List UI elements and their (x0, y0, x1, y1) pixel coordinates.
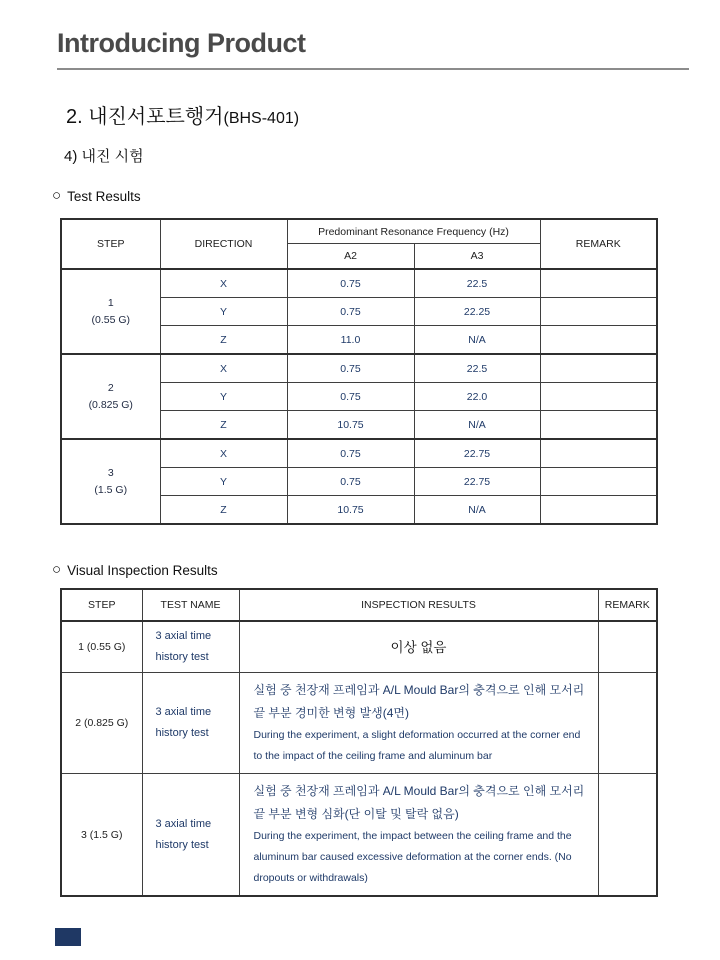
column-header-test-name: TEST NAME (142, 589, 239, 621)
direction-cell: Y (160, 468, 287, 496)
inspection-result-cell (239, 774, 598, 897)
step-g-level: (0.55 G) (91, 313, 130, 326)
result-korean-text: 실험 중 천장재 프레임과 A/L Mould Bar의 충격으로 인해 모서리 끝 부분 경미한 변형 발생(4면) (253, 683, 585, 720)
title-underline (57, 68, 689, 70)
column-header-a2: A2 (287, 244, 414, 270)
remark-cell (540, 439, 657, 468)
section-heading-label: Test Results (67, 189, 141, 204)
a2-value-cell: 10.75 (287, 496, 414, 525)
a3-value-cell: 22.5 (414, 354, 540, 383)
step-cell: 3 (1.5 G) (61, 774, 142, 897)
remark-cell (540, 383, 657, 411)
result-korean-text: 이상 없음 (390, 639, 447, 655)
a3-value-cell: 22.75 (414, 439, 540, 468)
remark-cell (540, 326, 657, 355)
section-heading-label: Visual Inspection Results (67, 563, 218, 578)
direction-cell: Z (160, 326, 287, 355)
remark-cell (540, 298, 657, 326)
test-name-cell: 3 axial time history test (142, 673, 239, 774)
a3-value-cell: N/A (414, 411, 540, 440)
a3-value-cell: 22.5 (414, 269, 540, 298)
page-title: Introducing Product (57, 28, 306, 58)
a3-value-cell: 22.75 (414, 468, 540, 496)
remark-cell (540, 468, 657, 496)
section-heading-visual-inspection (52, 563, 218, 578)
inspection-result-cell (239, 621, 598, 673)
a2-value-cell: 0.75 (287, 439, 414, 468)
column-header-step: STEP (61, 589, 142, 621)
remark-cell (540, 354, 657, 383)
remark-cell (540, 411, 657, 440)
step-g-level: (0.825 G) (88, 398, 133, 411)
direction-cell: X (160, 269, 287, 298)
a2-value-cell: 0.75 (287, 468, 414, 496)
column-header-step: STEP (61, 219, 160, 269)
a2-value-cell: 0.75 (287, 269, 414, 298)
step-number: 3 (107, 466, 114, 479)
remark-cell (540, 496, 657, 525)
column-header-inspection-results: INSPECTION RESULTS (239, 589, 598, 621)
a3-value-cell: N/A (414, 326, 540, 355)
a3-value-cell: 22.25 (414, 298, 540, 326)
a2-value-cell: 0.75 (287, 383, 414, 411)
result-english-text: During the experiment, a slight deformation occurred at the corner end to the impact of the ceiling frame and aluminum bar (253, 729, 581, 762)
column-header-remark: REMARK (540, 219, 657, 269)
test-results-table (60, 218, 658, 525)
direction-cell: Y (160, 298, 287, 326)
section-heading-test-results (52, 189, 141, 204)
inspection-result-cell (239, 673, 598, 774)
remark-cell (540, 269, 657, 298)
product-model-code: (BHS-401) (223, 110, 300, 127)
step-cell (61, 269, 160, 354)
column-header-direction: DIRECTION (160, 219, 287, 269)
visual-inspection-table (60, 588, 658, 897)
footer-accent-bar (55, 928, 81, 946)
a3-value-cell: 22.0 (414, 383, 540, 411)
result-korean-text: 실험 중 천장재 프레임과 A/L Mould Bar의 충격으로 인해 모서리 끝 부분 변형 심화(단 이탈 및 탈락 없음) (253, 784, 585, 821)
direction-cell: Z (160, 411, 287, 440)
column-header-frequency-group: Predominant Resonance Frequency (Hz) (287, 219, 540, 244)
result-english-text: During the experiment, the impact between the ceiling frame and the aluminum bar caused excessive deformation at the corner ends. (No dropouts or withdrawals) (253, 830, 572, 884)
a2-value-cell: 0.75 (287, 298, 414, 326)
a2-value-cell: 10.75 (287, 411, 414, 440)
product-subtitle-korean: 2. 내진서포트행거 (66, 106, 224, 128)
column-header-a3: A3 (414, 244, 540, 270)
remark-cell (598, 673, 657, 774)
test-name-cell: 3 axial time history test (142, 621, 239, 673)
step-cell: 2 (0.825 G) (61, 673, 142, 774)
step-number: 2 (107, 381, 114, 394)
step-cell (61, 439, 160, 524)
a2-value-cell: 11.0 (287, 326, 414, 355)
step-cell (61, 354, 160, 439)
step-cell: 1 (0.55 G) (61, 621, 142, 673)
circle-bullet-icon: ○ (52, 187, 62, 204)
a2-value-cell: 0.75 (287, 354, 414, 383)
step-number: 1 (107, 296, 114, 309)
direction-cell: Z (160, 496, 287, 525)
step-g-level: (1.5 G) (94, 483, 128, 496)
direction-cell: X (160, 354, 287, 383)
subsection-title: 4) 내진 시험 (64, 148, 144, 165)
product-subtitle (66, 100, 299, 129)
a3-value-cell: N/A (414, 496, 540, 525)
direction-cell: Y (160, 383, 287, 411)
remark-cell (598, 774, 657, 897)
test-name-cell: 3 axial time history test (142, 774, 239, 897)
direction-cell: X (160, 439, 287, 468)
column-header-remark: REMARK (598, 589, 657, 621)
remark-cell (598, 621, 657, 673)
circle-bullet-icon: ○ (52, 561, 62, 578)
